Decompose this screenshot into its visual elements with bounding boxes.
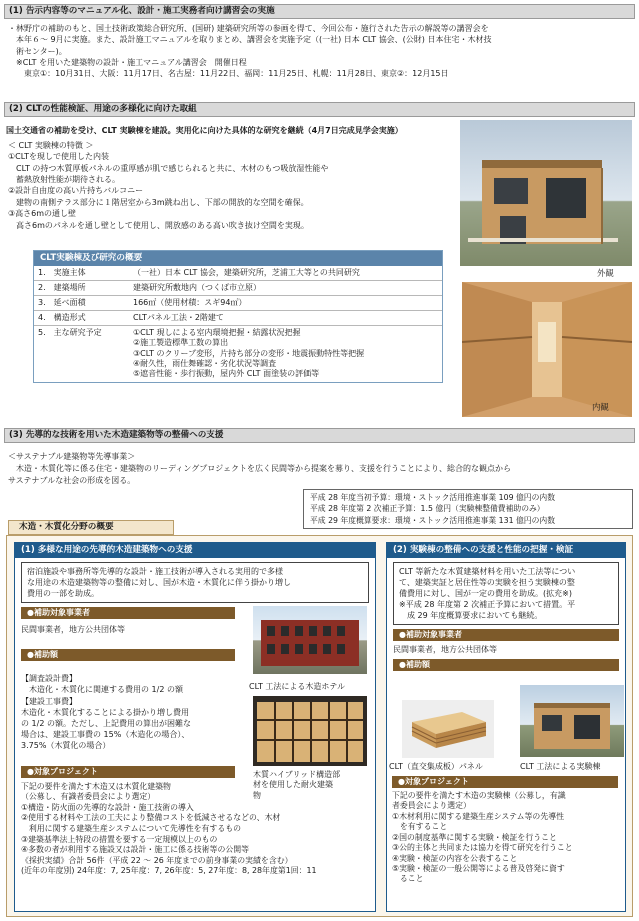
- s3-project-title: ＜サステナブル建築物等先導事業＞: [8, 452, 136, 461]
- left-panel-title: (1) 多様な用途の先導的木造建築物への支援: [15, 543, 375, 558]
- interior-icon: [462, 282, 632, 417]
- spec-table: [33, 250, 443, 383]
- caption-line: 木質ハイブリッド構造部: [253, 770, 341, 779]
- s1-line: ※CLT を用いた建築物の設計・施工マニュアル講習会 開催日程: [8, 58, 247, 68]
- project-line: ④実験・検証の内容を公表すること: [392, 853, 518, 863]
- project-line: を有すること: [392, 822, 448, 832]
- right-badge-eligible: ●補助対象事業者: [393, 629, 619, 641]
- spec-key: 1. 実施主体: [34, 266, 129, 281]
- summary-line: 費用の一部を助成。: [27, 589, 99, 599]
- feature-line: 高さ6mのパネルを通し壁として使用し、開放感のある高い吹き抜け空間を実現。: [8, 220, 309, 230]
- spec-value-list: [129, 325, 442, 381]
- left-eligible-text: 民間事業者，地方公共団体等: [21, 625, 125, 635]
- right-panel-title: (2) 実験棟の整備への支援と性能の把握・検証: [387, 543, 625, 558]
- research-item: ⑤遮音性能・歩行振動，屋内外 CLT 面塗装の評価等: [133, 369, 320, 379]
- clt-panel-photo: [402, 700, 494, 758]
- budget-box: [303, 489, 633, 529]
- project-line: ①構造・防火面の先導的な設計・施工技術の導入: [21, 802, 194, 812]
- hybrid-building-photo: [253, 696, 367, 766]
- budget-line: 平成 29 年度概算要求：環境・ストック活用推進事業 131 億円の内数: [310, 515, 555, 525]
- spec-key: 3. 延べ面積: [34, 295, 129, 310]
- amount-line: 3.75%（木質化の場合）: [21, 741, 111, 751]
- lab-caption: CLT 工法による実験棟: [520, 762, 601, 771]
- project-line: ③公的主体と共同または協力を得て研究を行うこと: [392, 843, 573, 853]
- left-badge-amount: ●補助額: [21, 649, 235, 661]
- spec-value: 建築研究所敷地内（つくば市立原）: [129, 280, 442, 295]
- right-project-text: [392, 791, 624, 885]
- hotel-caption: CLT 工法による木造ホテル: [249, 682, 345, 691]
- right-badge-project: ●対象プロジェクト: [392, 776, 618, 788]
- spec-value: CLTパネル工法・2階建て: [129, 310, 442, 325]
- interior-caption: 内観: [592, 402, 609, 412]
- section-1-title: (1) 告示内容等のマニュアル化、設計・施工実務者向け講習会の実施: [4, 4, 635, 19]
- project-line: 下記の要件を満たす木造又は木質化建築物: [21, 781, 171, 791]
- s1-line: 術センター)。: [8, 46, 67, 56]
- amount-line: 木造化・木質化に関連する費用の 1/2 の額: [21, 685, 183, 695]
- hotel-icon: [253, 606, 367, 674]
- section-2-title: (2) CLTの性能検証、用途の多様化に向けた取組: [4, 102, 635, 117]
- project-line: ⑤実験・検証の一般公開等による普及啓発に資す: [392, 863, 565, 873]
- table-row: [34, 280, 442, 295]
- s3-desc-2: サステナブルな社会の形成を図る。: [8, 476, 136, 485]
- research-item: ③CLT のクリープ変形，片持ち部分の変形・地震振動特性等把握: [133, 348, 365, 358]
- table-row: [34, 325, 442, 381]
- left-badge-project: ●対象プロジェクト: [21, 766, 235, 778]
- research-item: ①CLT 現しによる室内環境把握・結露状況把握: [133, 327, 301, 337]
- feature-line: ②設計自由度の高い片持ちバルコニー: [8, 186, 144, 196]
- summary-line: 備費用に対し、国が一定の費用を助成。(拡充※): [399, 588, 572, 598]
- spec-value: 166㎡（使用材積：スギ94㎥）: [129, 295, 442, 310]
- spec-key: 4. 構造形式: [34, 310, 129, 325]
- amount-line: 【建設工事費】: [21, 696, 77, 706]
- clt-panel-caption: CLT（直交集成板）パネル: [389, 762, 483, 771]
- summary-line: な用途の木造建築物等の整備に対し、国が木造・木質化に伴う掛かり増し: [27, 577, 291, 587]
- s2-features: [8, 140, 458, 231]
- s2-intro: 国土交通省の補助を受け、CLT 実験棟を建設。実用化に向けた具体的な研究を継続（4月7日完成見学会実施）: [6, 126, 403, 135]
- project-line: 者委員会により選定）: [392, 801, 471, 811]
- project-line: ②国の制度基準に関する実験・検証を行うこと: [392, 832, 557, 842]
- s1-line: 本年６～ 9月に実施。また、設計施工マニュアルを取りまとめ、講習会を実施予定（(一社) 日本 CLT 協会、(公財) 日本住宅・木材技: [8, 35, 492, 45]
- project-line: 利用に関する建築生産システムについて先導性を有するもの: [21, 823, 241, 833]
- amount-line: 木造化・木質化することによる掛かり増し費用: [21, 707, 189, 717]
- interior-photo: [462, 282, 632, 417]
- project-line: 下記の要件を満たす木造の実験棟（公募し，有識: [392, 791, 566, 800]
- building-icon: [253, 696, 367, 766]
- project-line: ること: [392, 874, 424, 884]
- s3-desc-1: 木造・木質化等に係る住宅・建築物のリーディングプロジェクトを広く民間等から提案を募り、支援を行うことにより、総合的な観点から: [8, 464, 512, 473]
- section-3-title: (3) 先導的な技術を用いた木造建築物等の整備への支援: [4, 428, 635, 443]
- left-badge-eligible: ●補助対象事業者: [21, 607, 235, 619]
- amount-line: 【調査設計費】: [21, 674, 77, 684]
- table-row: [34, 310, 442, 325]
- hotel-photo: [253, 606, 367, 674]
- feature-line: ①CLTを現しで使用した内装: [8, 152, 109, 162]
- summary-line: 成 29 年度概算要求においても継続。: [399, 610, 543, 620]
- spec-key: 2. 建築場所: [34, 280, 129, 295]
- project-line: ③建築基準法上特段の措置を要する一定規模以上のもの: [21, 834, 218, 844]
- left-summary-box: [21, 562, 369, 604]
- left-amount-text: [21, 673, 249, 751]
- budget-line: 平成 28 年度第 2 次補正予算：1.5 億円（実験棟整備費補助のみ）: [310, 504, 545, 514]
- s1-line: ・林野庁の補助のもと、国土技術政策総合研究所、(国研) 建築研究所等の参画を得て、今回公布・施行された告示の解説等の講習会を: [8, 24, 489, 33]
- lab-building-icon: [520, 685, 624, 757]
- amount-line: の 1/2 の額。ただし、上記費用の算出が困難な: [21, 719, 191, 729]
- right-summary-box: [393, 562, 619, 625]
- clt-panel-icon: [402, 700, 494, 758]
- project-line: ④多数の者が利用する施設又は設計・施工に係る技術等の公開等: [21, 845, 250, 855]
- summary-line: て、建築実証と居住性等の実験を担う実験棟の整: [399, 577, 575, 587]
- caption-line: 材を使用した耐火建築: [253, 780, 333, 790]
- summary-line: ※平成 28 年度第 2 次補正予算において措置。平: [399, 599, 576, 609]
- caption-line: 物: [253, 790, 261, 800]
- amount-line: 場合は、建設工事費の 15%（木造化の場合）、: [21, 730, 190, 740]
- right-badge-amount: ●補助額: [393, 659, 619, 671]
- feature-line: ③高さ6mの通し壁: [8, 209, 77, 219]
- budget-line: 平成 28 年度当初予算：環境・ストック活用推進事業 109 億円の内数: [310, 493, 555, 502]
- spec-key: 5. 主な研究予定: [38, 327, 102, 337]
- feature-line: CLT の持つ木質厚板パネルの重厚感が肌で感じられると共に、木材のもつ吸放湿性能や: [8, 163, 329, 173]
- overview-tab: 木造・木質化分野の概要: [8, 520, 174, 535]
- section-1-body: [8, 23, 633, 80]
- house-exterior-icon: [460, 120, 632, 266]
- right-eligible-text: 民間事業者，地方公共団体等: [393, 644, 497, 654]
- hybrid-caption: [253, 770, 373, 801]
- spec-table-title: CLT実験棟及び研究の概要: [34, 251, 442, 266]
- features-title: ＜ CLT 実験棟の特徴 ＞: [8, 141, 94, 150]
- table-row: [34, 266, 442, 281]
- research-item: ②施工製造標準工数の算出: [133, 338, 229, 348]
- lab-building-photo: [520, 685, 624, 757]
- feature-line: 蓄熱放射性能が期待される。: [8, 175, 120, 185]
- table-row: [34, 295, 442, 310]
- project-line: (近年の年度別) 24年度：7, 25年度：7, 26年度：5, 27年度：8, 28年度第1回：11: [21, 866, 317, 876]
- research-item: ④耐久性，雨仕舞確認・劣化状況等調査: [133, 358, 277, 368]
- s1-line: 東京①：10月31日、大阪：11月17日、名古屋：11月22日、福岡：11月25日、札幌：11月28日、東京②：12月15日: [8, 69, 449, 79]
- project-line: （公募し、有識者委員会により選定）: [21, 792, 156, 802]
- project-line: 《採択実績》合計 56件（平成 22 ～ 26 年度までの前身事業の実績を含む）: [21, 855, 293, 865]
- summary-line: 宿泊施設や事務所等先導的な設計・施工技術が導入される実用的で多様: [27, 566, 283, 576]
- project-line: ②使用する材料や工法の工夫により整備コストを低減させるなどの、木材: [21, 813, 281, 823]
- exterior-caption: 外観: [597, 268, 614, 278]
- feature-line: 建物の南側テラス部分に１階居室から3m跳ね出し、下部の開放的な空間を確保。: [8, 197, 309, 207]
- summary-line: CLT 等新たな木質建築材料を用いた工法等につい: [399, 566, 576, 576]
- spec-value: （一社）日本 CLT 協会，建築研究所，芝浦工大等との共同研究: [129, 266, 442, 281]
- exterior-photo: [460, 120, 632, 266]
- project-line: ①木材利用に関する建築生産システム等の先導性: [392, 811, 564, 821]
